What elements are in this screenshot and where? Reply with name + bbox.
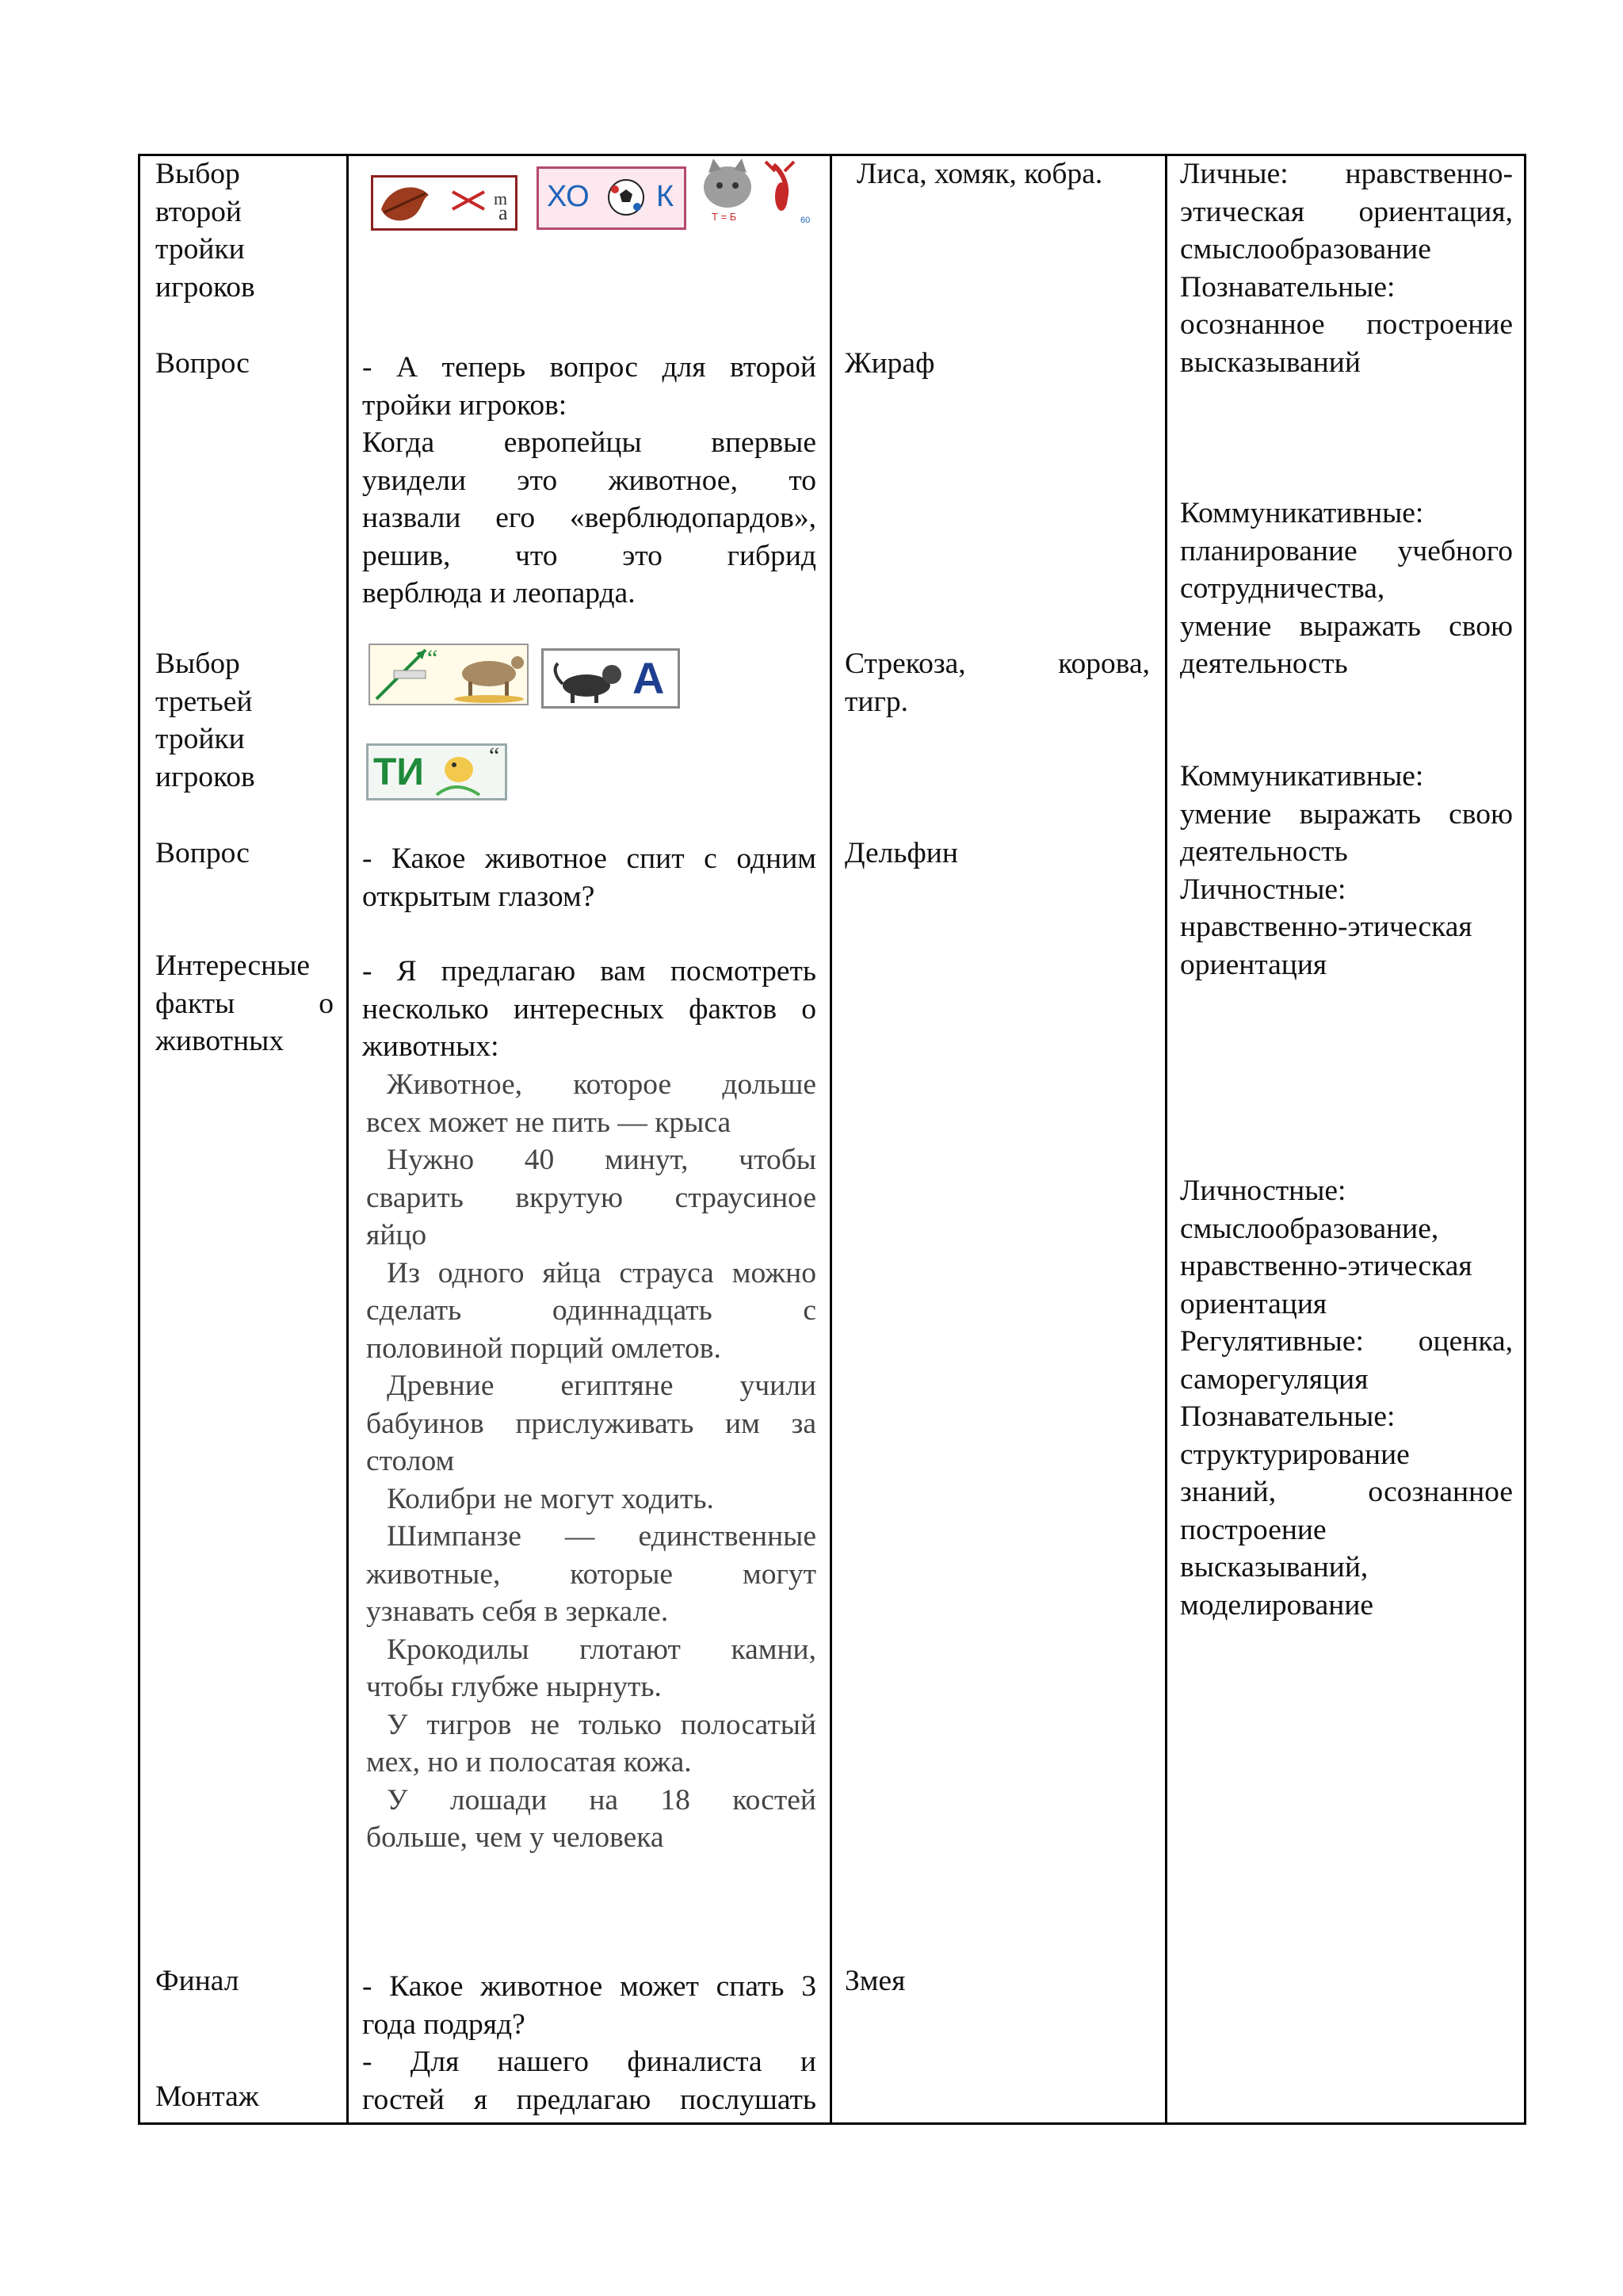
rebus-2-left: ХО: [547, 180, 590, 213]
rebus-cat-crayfish-card: [696, 157, 813, 236]
rebus-cat-letter-card: [541, 648, 680, 709]
svg-text:m: m: [494, 189, 508, 208]
soccer-ball-icon: [607, 178, 645, 216]
question-final-text: - Какое животное может спать 3 года подряд?: [362, 1970, 816, 2041]
rebus-6-text: ТИ: [373, 751, 424, 793]
stage-question-2: Вопрос: [155, 837, 250, 869]
cat-icon: [547, 652, 634, 708]
table-divider-2: [830, 154, 832, 2125]
montage-text: - Для нашего финалиста и гостей я предлагаю послушать: [362, 2046, 816, 2116]
table-divider-1: [346, 154, 349, 2125]
stage-final: Финал: [155, 1965, 239, 1997]
answer-dragonfly-cow-tiger: Стрекоза, корова, тигр.: [845, 648, 1150, 718]
table-border-right: [1524, 154, 1526, 2125]
rebus-6-quote: “: [489, 743, 500, 769]
uud-block-1: Личные: нравственно- этическая ориентация, смыслообразование Познавательные: осознанное построение высказываний: [1180, 158, 1513, 379]
leaf-icon: [373, 178, 515, 228]
uud-block-2: Коммуникативные: планирование учебного сотрудничества, умение выражать свою деятельность: [1180, 497, 1513, 680]
answer-dolphin: Дельфин: [845, 837, 958, 869]
stage-question-1: Вопрос: [155, 347, 250, 380]
rebus-5-letter: А: [632, 653, 665, 703]
answer-snake: Змея: [845, 1965, 906, 1997]
uud-block-4: Личностные: смыслообразование, нравственно-этическая ориентация Регулятивные: оценка, саморегуляция Познавательные: структурирование знаний, осознанное построение высказываний, моделирование: [1180, 1175, 1513, 1622]
stage-choose-second-trio: Выбор второй тройки игроков: [155, 158, 255, 304]
answer-giraffe: Жираф: [845, 347, 935, 380]
rebus-ti-bird-card: [366, 743, 507, 800]
rebus-3-caption: Т = Б: [712, 211, 737, 223]
rebus-goat-card: [369, 644, 529, 705]
cat-crayfish-icon: [696, 157, 813, 236]
uud-block-3: Коммуникативные: умение выражать свою деятельность Личностные: нравственно-этическая ориентация: [1180, 760, 1513, 981]
rebus-4-quote: “: [427, 645, 438, 671]
rebus-1-letter: а: [498, 201, 508, 224]
facts-intro-text: - Я предлагаю вам посмотреть несколько интересных фактов о животных:: [362, 955, 816, 1063]
stage-animal-facts: Интересные факты о животных: [155, 949, 334, 1057]
rebus-2-right: К: [656, 180, 674, 213]
goat-icon: [370, 645, 527, 704]
stage-choose-third-trio: Выбор третьей тройки игроков: [155, 648, 255, 793]
question-dolphin-text: - Какое животное спит с одним открытым глазом?: [362, 842, 816, 913]
question-giraffe-text: - А теперь вопрос для второй тройки игроков: Когда европейцы впервые увидели это животное, то назвали его «верблюдопардов», решив, что это гибрид верблюда и леопарда.: [362, 351, 816, 609]
stage-montage: Монтаж: [155, 2080, 259, 2113]
rebus-ball-card: [537, 166, 686, 230]
table-divider-3: [1165, 154, 1167, 2125]
table-border-left: [138, 154, 140, 2125]
animal-facts-list: Животное, которое дольше всех может не пить — крыса Нужно 40 минут, чтобы сварить вкрутую страусиное яйцо Из одного яйца страуса можно сделать одиннадцать с половиной порций омлетов. Древние египтяне учили бабуинов прислуживать им за столом Колибри не могут ходить. Шимпанзе — единственные животные, которые могут узнавать себя в зеркале. Крокодилы глотают камни, чтобы глубже нырнуть. У тигров не только полосатый мех, но и полосатая кожа. У лошади на 18 костей больше, чем у человека: [366, 1068, 816, 1854]
rebus-3-number: 60: [800, 216, 811, 225]
answer-fox-hamster-cobra: Лиса, хомяк, кобра.: [857, 158, 1103, 190]
rebus-leaf-card: [371, 175, 517, 231]
